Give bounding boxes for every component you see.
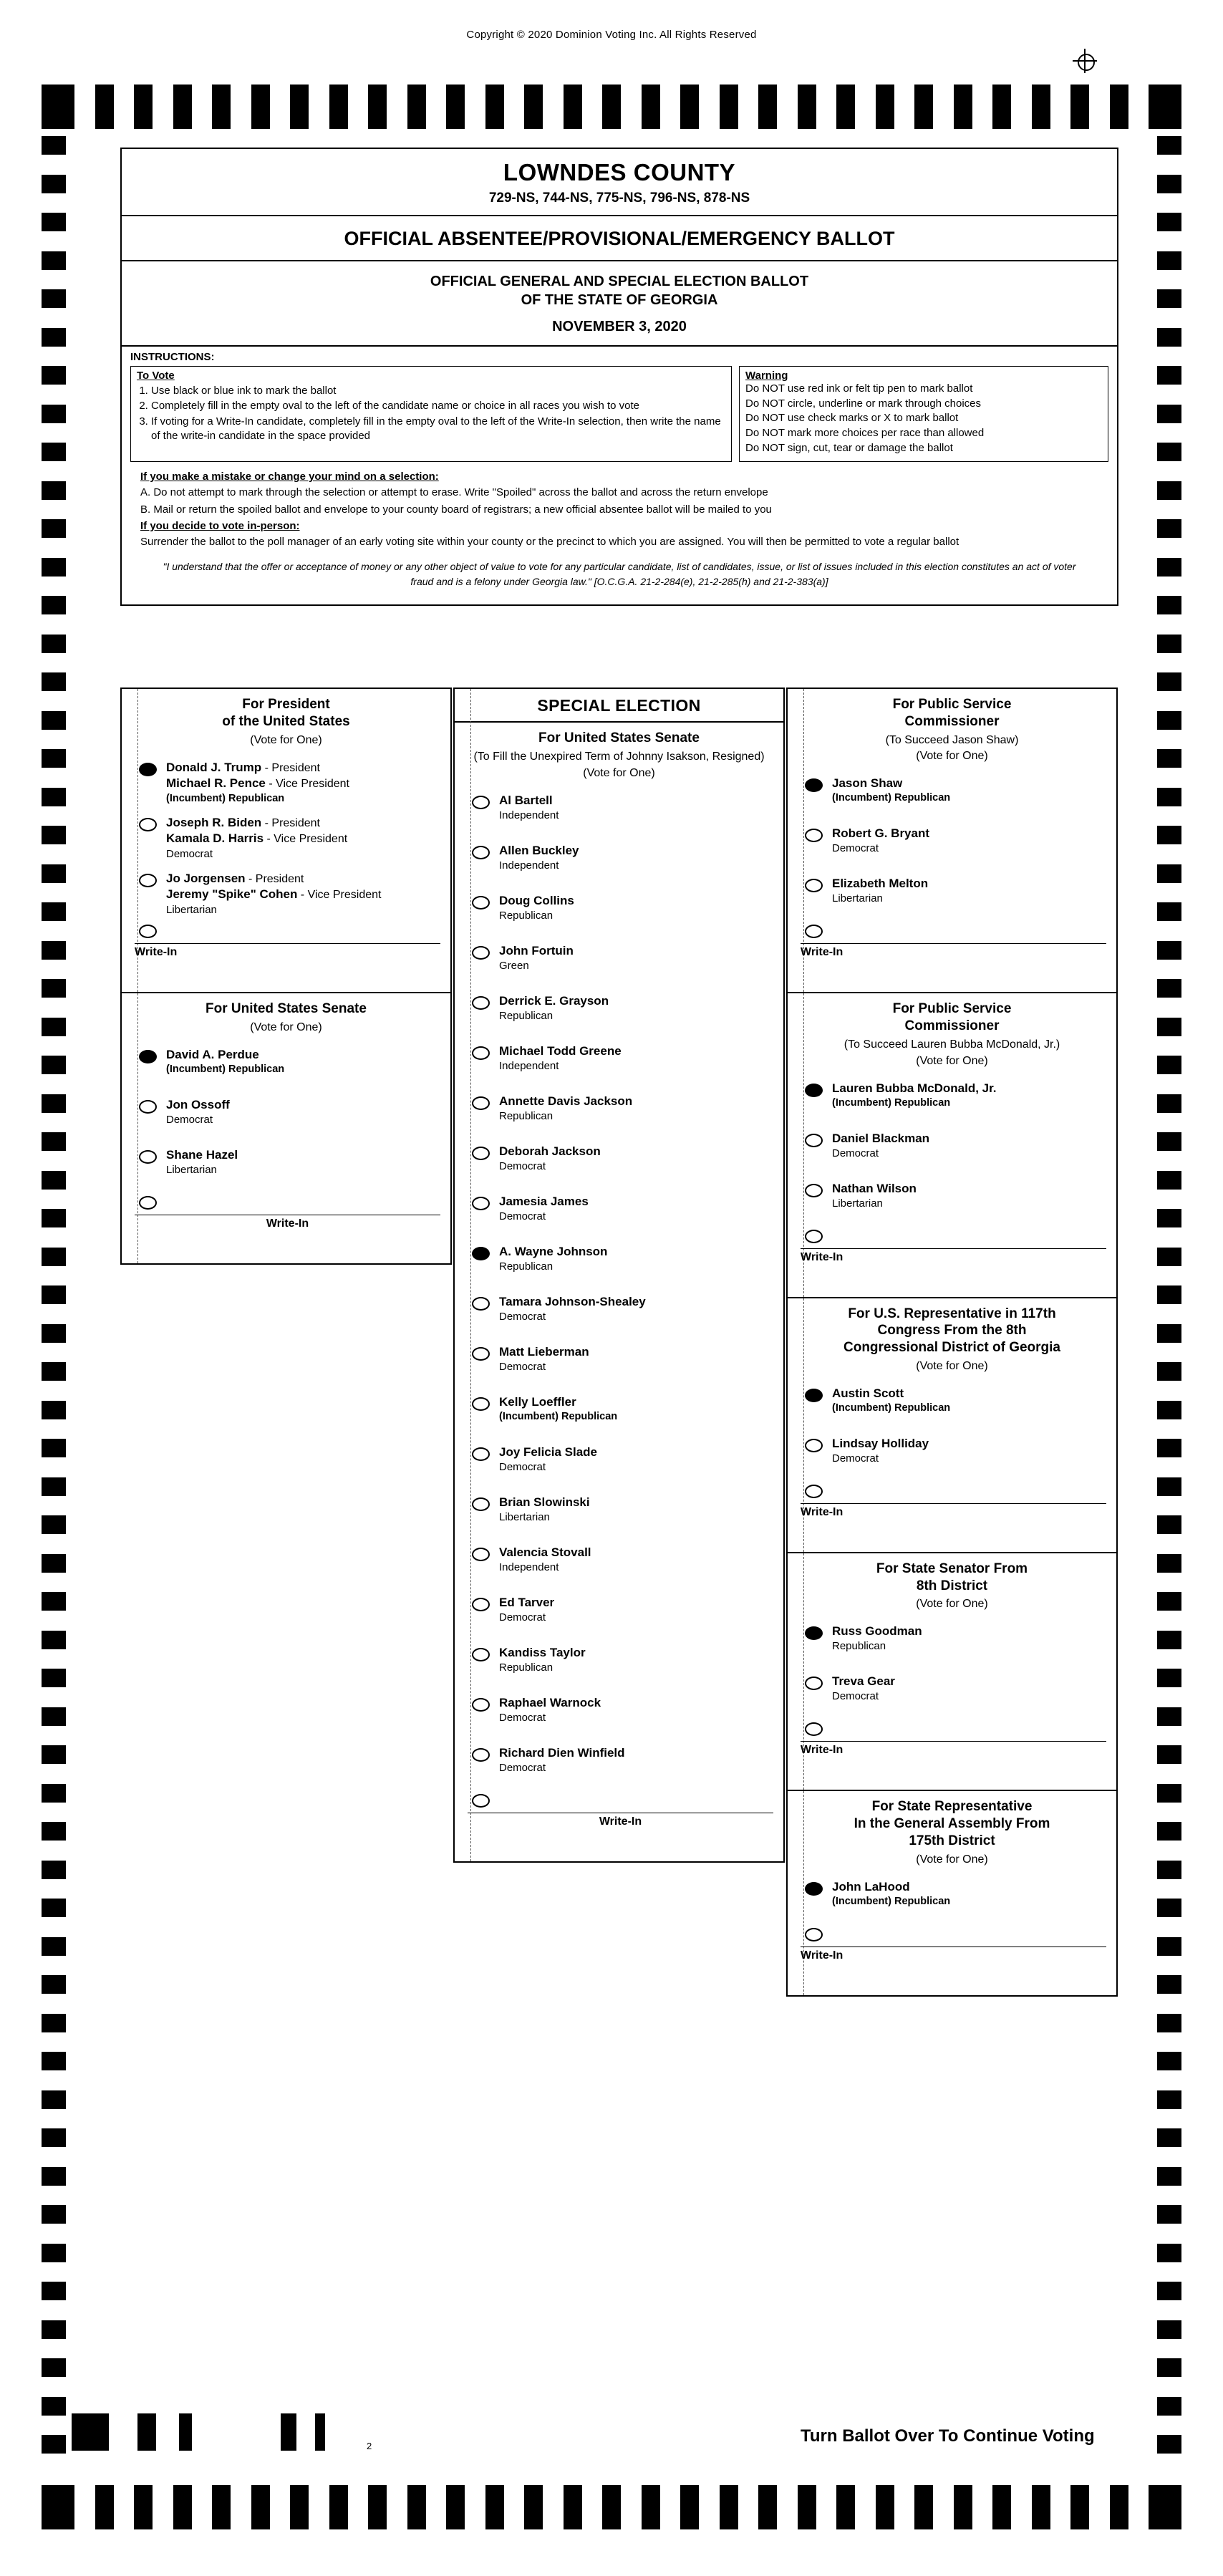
- empty-oval-icon[interactable]: [139, 1100, 157, 1114]
- candidate-name: Jamesia James: [499, 1194, 589, 1208]
- candidate-name: Jon Ossoff: [166, 1098, 230, 1112]
- empty-oval-icon[interactable]: [472, 1598, 490, 1611]
- candidate-name: Robert G. Bryant: [832, 826, 930, 841]
- running-mate-name: Michael R. Pence - Vice President: [166, 776, 349, 791]
- ballot-option[interactable]: [788, 1177, 1116, 1227]
- candidate-party: Republican: [499, 1009, 554, 1022]
- filled-oval-icon[interactable]: [139, 1050, 157, 1063]
- candidate-name: Donald J. Trump - President: [166, 760, 320, 774]
- candidate-party: (Incumbent) Republican: [832, 1096, 951, 1109]
- ballot-option[interactable]: [788, 1875, 1116, 1925]
- timing-marks-left: [42, 136, 66, 2478]
- candidate-party: Republican: [499, 909, 554, 922]
- candidate-party: Democrat: [832, 1452, 879, 1465]
- candidate-name: John LaHood: [832, 1879, 910, 1894]
- candidate-name: Russ Goodman: [832, 1624, 922, 1639]
- candidate-party: Republican: [499, 1661, 554, 1674]
- ballot-option[interactable]: [455, 1591, 783, 1641]
- candidate-party: Libertarian: [832, 892, 883, 905]
- ballot-subtitle-1: OFFICIAL GENERAL AND SPECIAL ELECTION BALLOT: [430, 274, 809, 289]
- vote-for-instruction: (Vote for One): [916, 1598, 988, 1611]
- ballot-subtitle-2: OF THE STATE OF GEORGIA: [521, 292, 718, 308]
- candidate-name: Al Bartell: [499, 793, 553, 807]
- ballot-option[interactable]: [788, 872, 1116, 922]
- option-list: [455, 786, 783, 1861]
- precinct-list: 729-NS, 744-NS, 775-NS, 796-NS, 878-NS: [488, 190, 750, 206]
- candidate-name: Kandiss Taylor: [499, 1645, 586, 1659]
- empty-oval-icon[interactable]: [139, 1150, 157, 1164]
- vote-for-instruction: (Vote for One): [916, 1359, 988, 1372]
- write-in-label: Write-In: [801, 1248, 1106, 1264]
- candidate-party: Democrat: [499, 1360, 546, 1373]
- empty-oval-icon[interactable]: [472, 1147, 490, 1160]
- candidate-name: Lauren Bubba McDonald, Jr.: [832, 1081, 997, 1095]
- filled-oval-icon[interactable]: [805, 1882, 823, 1896]
- ballot-option[interactable]: [455, 989, 783, 1039]
- election-date: NOVEMBER 3, 2020: [552, 319, 687, 334]
- empty-oval-icon[interactable]: [139, 925, 157, 938]
- contest-title: For State Representative In the General Assembly From 175th District: [854, 1799, 1050, 1848]
- timing-marks-top: [42, 85, 1181, 129]
- empty-oval-icon[interactable]: [805, 829, 823, 842]
- candidate-name: Tamara Johnson-Shealey: [499, 1294, 646, 1308]
- candidate-name: Joy Felicia Slade: [499, 1444, 598, 1459]
- ballot-option[interactable]: [122, 867, 450, 922]
- column-center-special-election: [453, 688, 785, 1863]
- ballot-option[interactable]: [455, 839, 783, 889]
- empty-oval-icon[interactable]: [472, 1648, 490, 1661]
- candidate-name: Allen Buckley: [499, 843, 579, 857]
- contest-box: [786, 688, 1118, 993]
- ballot-option[interactable]: [455, 1440, 783, 1490]
- candidate-name: Daniel Blackman: [832, 1131, 930, 1145]
- empty-oval-icon[interactable]: [472, 1197, 490, 1210]
- candidate-party: Independent: [499, 1560, 559, 1573]
- empty-oval-icon[interactable]: [472, 1794, 490, 1808]
- filled-oval-icon[interactable]: [472, 1247, 490, 1260]
- candidate-party: Democrat: [499, 1761, 546, 1774]
- timing-marks-bottom: [42, 2485, 1181, 2529]
- vote-for-instruction: (Vote for One): [916, 750, 988, 763]
- ballot-option[interactable]: [455, 1190, 783, 1240]
- empty-oval-icon[interactable]: [805, 879, 823, 892]
- candidate-party: Democrat: [499, 1159, 546, 1172]
- empty-oval-icon[interactable]: [472, 1748, 490, 1762]
- contest-subtitle: (To Succeed Jason Shaw): [885, 733, 1019, 746]
- candidate-name: Annette Davis Jackson: [499, 1094, 633, 1108]
- empty-oval-icon[interactable]: [805, 1230, 823, 1243]
- mistake-option-b: B. Mail or return the spoiled ballot and envelope to your county board of registrars; a new official absentee ballot will be mailed to you: [140, 503, 772, 516]
- candidate-name: Lindsay Holliday: [832, 1436, 929, 1450]
- ballot-option[interactable]: [455, 1240, 783, 1290]
- empty-oval-icon[interactable]: [805, 1184, 823, 1197]
- write-in-label: Write-In: [135, 943, 440, 959]
- candidate-party: Democrat: [499, 1611, 546, 1624]
- running-mate-name: Kamala D. Harris - Vice President: [166, 831, 348, 846]
- candidate-name: Austin Scott: [832, 1386, 904, 1400]
- empty-oval-icon[interactable]: [472, 996, 490, 1010]
- ballot-option[interactable]: [455, 1039, 783, 1089]
- ballot-option[interactable]: [788, 1432, 1116, 1482]
- vote-for-instruction: (Vote for One): [916, 1054, 988, 1067]
- empty-oval-icon[interactable]: [139, 818, 157, 831]
- option-list: [788, 1379, 1116, 1552]
- candidate-name: Deborah Jackson: [499, 1144, 601, 1158]
- ballot-option[interactable]: [788, 771, 1116, 821]
- empty-oval-icon[interactable]: [472, 1397, 490, 1411]
- empty-oval-icon[interactable]: [472, 1497, 490, 1511]
- ballot-option[interactable]: [455, 1290, 783, 1340]
- candidate-party: Democrat: [166, 1114, 213, 1127]
- instructions-section: [122, 345, 1117, 604]
- empty-oval-icon[interactable]: [805, 1928, 823, 1941]
- candidate-name: Michael Todd Greene: [499, 1043, 622, 1058]
- ballot-option[interactable]: [122, 756, 450, 811]
- running-mate-name: Jeremy "Spike" Cohen - Vice President: [166, 887, 382, 902]
- contest-title: For U.S. Representative in 117th Congress From the 8th Congressional District of Georgia: [843, 1306, 1060, 1356]
- candidate-party: Green: [499, 959, 529, 972]
- candidate-name: Matt Lieberman: [499, 1344, 589, 1359]
- contest-box: [786, 1553, 1118, 1792]
- write-in-label: Write-In: [468, 1813, 773, 1828]
- write-in-label: Write-In: [801, 1947, 1106, 1962]
- candidate-name: John Fortuin: [499, 943, 574, 957]
- empty-oval-icon[interactable]: [805, 1485, 823, 1498]
- ballot-option[interactable]: [788, 1127, 1116, 1177]
- timing-marks-lower: [72, 2413, 430, 2451]
- candidate-name: Jo Jorgensen - President: [166, 871, 304, 885]
- ballot-option[interactable]: [455, 1691, 783, 1741]
- county-name: LOWNDES COUNTY: [503, 159, 736, 185]
- candidate-party: Libertarian: [832, 1197, 883, 1210]
- empty-oval-icon[interactable]: [472, 1347, 490, 1361]
- empty-oval-icon[interactable]: [472, 946, 490, 960]
- in-person-heading: If you decide to vote in-person:: [140, 520, 300, 533]
- option-list: [788, 768, 1116, 992]
- warning-line: Do NOT circle, underline or mark through choices: [745, 397, 982, 410]
- ballot-option[interactable]: [455, 788, 783, 839]
- candidate-party: Democrat: [499, 1210, 546, 1222]
- candidate-name: Joseph R. Biden - President: [166, 815, 320, 829]
- empty-oval-icon[interactable]: [139, 1196, 157, 1210]
- ballot-option[interactable]: [788, 1619, 1116, 1669]
- warning-line: Do NOT use red ink or felt tip pen to mark ballot: [745, 382, 973, 395]
- ballot-option[interactable]: [455, 1390, 783, 1440]
- write-in-option[interactable]: [788, 1227, 1116, 1296]
- contest-subtitle: (To Succeed Lauren Bubba McDonald, Jr.): [843, 1038, 1060, 1051]
- warning-box: [739, 366, 1108, 462]
- candidate-name: Valencia Stovall: [499, 1545, 591, 1559]
- write-in-label: Write-In: [801, 1741, 1106, 1757]
- write-in-option[interactable]: [788, 1719, 1116, 1788]
- instruction-step: 2. Completely fill in the empty oval to the left of the candidate name or choice in all races you wish to vote: [151, 399, 725, 413]
- candidate-name: Treva Gear: [832, 1674, 895, 1689]
- instructions-label: INSTRUCTIONS:: [130, 351, 215, 363]
- option-list: [788, 1872, 1116, 1995]
- mistake-heading: If you make a mistake or change your mind on a selection:: [140, 471, 439, 483]
- empty-oval-icon[interactable]: [472, 1698, 490, 1712]
- write-in-option[interactable]: [455, 1791, 783, 1860]
- ballot-option[interactable]: [122, 1093, 450, 1143]
- copyright-notice: Copyright © 2020 Dominion Voting Inc. All Rights Reserved: [466, 29, 757, 41]
- candidate-name: Elizabeth Melton: [832, 877, 929, 891]
- write-in-option[interactable]: [122, 922, 450, 990]
- write-in-label: Write-In: [801, 1503, 1106, 1519]
- contest-title: For President of the United States: [222, 697, 350, 729]
- empty-oval-icon[interactable]: [472, 1096, 490, 1110]
- candidate-party: Republican: [499, 1109, 554, 1122]
- instruction-step: 1. Use black or blue ink to mark the ballot: [151, 384, 725, 398]
- empty-oval-icon[interactable]: [139, 874, 157, 887]
- candidate-party: Democrat: [832, 1690, 879, 1703]
- ballot-option[interactable]: [455, 1089, 783, 1139]
- column-left: [120, 688, 452, 1265]
- candidate-party: (Incumbent) Republican: [166, 1063, 285, 1076]
- filled-oval-icon[interactable]: [805, 1084, 823, 1097]
- page-number-mark: 2: [367, 2441, 372, 2451]
- empty-oval-icon[interactable]: [472, 896, 490, 910]
- ballot-option[interactable]: [455, 939, 783, 989]
- candidate-party: Democrat: [499, 1310, 546, 1323]
- empty-oval-icon[interactable]: [472, 1046, 490, 1060]
- registration-mark-icon: [1073, 49, 1097, 73]
- to-vote-box: [130, 366, 732, 462]
- voter-fraud-oath: "I understand that the offer or acceptance of money or any other object of value to vote for any particular candidate, list of candidates, issue, or list of issues included in this election constitutes an act of voter fraud and is a felony under Georgia law." [O.C.G.A. 21-2-284(e), 21-2-285(h) and 21-2-383(a)]: [163, 561, 1076, 587]
- ballot-option[interactable]: [788, 821, 1116, 872]
- write-in-option[interactable]: [788, 1482, 1116, 1550]
- candidate-party: Democrat: [499, 1460, 546, 1473]
- contest-title: For United States Senate: [538, 730, 700, 746]
- candidate-party: Independent: [499, 809, 559, 821]
- candidate-name: Shane Hazel: [166, 1148, 238, 1162]
- contest-title: For United States Senate: [206, 1001, 367, 1017]
- mistake-option-a: A. Do not attempt to mark through the selection or attempt to erase. Write "Spoiled" across the ballot and across the return envelope: [140, 486, 768, 499]
- ballot-option[interactable]: [455, 1540, 783, 1591]
- option-list: [122, 1040, 450, 1263]
- write-in-label: Write-In: [135, 1215, 440, 1230]
- contest-box: [120, 688, 452, 993]
- contest-box: [786, 1298, 1118, 1553]
- option-list: [788, 1074, 1116, 1297]
- ballot-option[interactable]: [455, 1139, 783, 1190]
- candidate-party: Independent: [499, 1059, 559, 1072]
- turn-ballot-over-text: Turn Ballot Over To Continue Voting: [801, 2426, 1095, 2446]
- warning-line: Do NOT mark more choices per race than allowed: [745, 427, 985, 440]
- candidate-party: Republican: [499, 1260, 554, 1273]
- candidate-name: David A. Perdue: [166, 1048, 259, 1062]
- filled-oval-icon[interactable]: [805, 1626, 823, 1640]
- empty-oval-icon[interactable]: [805, 1722, 823, 1736]
- contest-box: [120, 993, 452, 1265]
- contest-title: For Public Service Commissioner: [892, 697, 1012, 729]
- candidate-name: Doug Collins: [499, 893, 574, 907]
- empty-oval-icon[interactable]: [472, 796, 490, 809]
- candidate-party: Libertarian: [166, 904, 217, 917]
- candidate-party: Democrat: [832, 1147, 879, 1159]
- candidate-party: Libertarian: [499, 1510, 550, 1523]
- candidate-party: (Incumbent) Republican: [832, 1402, 951, 1414]
- instruction-step: 3. If voting for a Write-In candidate, completely fill in the empty oval to the left of the Write-In selection, then write the name of the write-in candidate in the space provided: [151, 415, 725, 444]
- candidate-party: Democrat: [832, 842, 879, 855]
- contest-subtitle: (To Fill the Unexpired Term of Johnny Isakson, Resigned): [473, 750, 765, 763]
- candidate-party: (Incumbent) Republican: [832, 1895, 951, 1907]
- vote-for-instruction: (Vote for One): [250, 1021, 322, 1034]
- candidate-party: Independent: [499, 859, 559, 872]
- ballot-option[interactable]: [122, 811, 450, 867]
- vote-for-instruction: (Vote for One): [916, 1853, 988, 1866]
- vote-for-instruction: (Vote for One): [583, 766, 655, 779]
- ballot-option[interactable]: [455, 889, 783, 939]
- filled-oval-icon[interactable]: [805, 778, 823, 792]
- write-in-option[interactable]: [122, 1193, 450, 1262]
- contest-title: For State Senator From 8th District: [876, 1560, 1028, 1593]
- warning-heading: Warning: [745, 370, 788, 382]
- candidate-name: Ed Tarver: [499, 1595, 555, 1609]
- ballot-option[interactable]: [455, 1741, 783, 1791]
- candidate-name: Nathan Wilson: [832, 1181, 917, 1195]
- ballot-option[interactable]: [788, 1669, 1116, 1719]
- timing-marks-right: [1157, 136, 1181, 2478]
- empty-oval-icon[interactable]: [472, 1447, 490, 1461]
- empty-oval-icon[interactable]: [472, 1297, 490, 1311]
- ballot-option[interactable]: [122, 1143, 450, 1193]
- candidate-party: Democrat: [499, 1711, 546, 1724]
- candidate-party: Democrat: [166, 848, 213, 861]
- candidate-name: Raphael Warnock: [499, 1695, 601, 1709]
- candidate-name: Brian Slowinski: [499, 1495, 590, 1509]
- write-in-option[interactable]: [788, 1925, 1116, 1994]
- empty-oval-icon[interactable]: [805, 925, 823, 938]
- write-in-label: Write-In: [801, 943, 1106, 959]
- candidate-party: Libertarian: [166, 1164, 217, 1177]
- empty-oval-icon[interactable]: [472, 846, 490, 859]
- option-list: [122, 753, 450, 993]
- candidate-name: Kelly Loeffler: [499, 1394, 576, 1409]
- empty-oval-icon[interactable]: [805, 1677, 823, 1690]
- candidate-name: Jason Shaw: [832, 776, 903, 791]
- contest-columns: [120, 688, 1118, 2416]
- special-election-banner: SPECIAL ELECTION: [537, 696, 701, 715]
- vote-for-instruction: (Vote for One): [250, 733, 322, 746]
- alignment-plus-mark: +: [52, 2438, 63, 2459]
- empty-oval-icon[interactable]: [805, 1134, 823, 1147]
- filled-oval-icon[interactable]: [805, 1389, 823, 1402]
- candidate-name: Richard Dien Winfield: [499, 1745, 625, 1760]
- warning-line: Do NOT sign, cut, tear or damage the ballot: [745, 441, 953, 454]
- write-in-option[interactable]: [788, 922, 1116, 990]
- empty-oval-icon[interactable]: [805, 1439, 823, 1452]
- ballot-option[interactable]: [122, 1043, 450, 1093]
- candidate-party: (Incumbent) Republican: [832, 792, 951, 804]
- ballot-type-title: OFFICIAL ABSENTEE/PROVISIONAL/EMERGENCY BALLOT: [344, 228, 895, 249]
- candidate-party: Republican: [832, 1640, 886, 1653]
- candidate-party: (Incumbent) Republican: [499, 1410, 618, 1422]
- ballot-option[interactable]: [788, 1076, 1116, 1127]
- contest-box: [786, 993, 1118, 1298]
- to-vote-heading: To Vote: [137, 370, 175, 382]
- ballot-option[interactable]: [455, 1641, 783, 1691]
- warning-line: Do NOT use check marks or X to mark ballot: [745, 412, 959, 425]
- empty-oval-icon[interactable]: [472, 1548, 490, 1561]
- ballot-option[interactable]: [788, 1381, 1116, 1432]
- in-person-text: Surrender the ballot to the poll manager of an early voting site within your county or the precinct to which you are assigned. You will then be permitted to vote a regular ballot: [140, 536, 959, 549]
- contest-box: [786, 1791, 1118, 1996]
- candidate-name: Derrick E. Grayson: [499, 993, 609, 1008]
- ballot-option[interactable]: [455, 1490, 783, 1540]
- option-list: [788, 1616, 1116, 1790]
- candidate-name: A. Wayne Johnson: [499, 1244, 608, 1258]
- ballot-option[interactable]: [455, 1340, 783, 1390]
- filled-oval-icon[interactable]: [139, 763, 157, 776]
- ballot-header: [120, 148, 1118, 606]
- candidate-party: (Incumbent) Republican: [166, 793, 285, 805]
- column-right: [786, 688, 1118, 1997]
- contest-title: For Public Service Commissioner: [892, 1001, 1012, 1034]
- contest-box: [455, 689, 783, 1861]
